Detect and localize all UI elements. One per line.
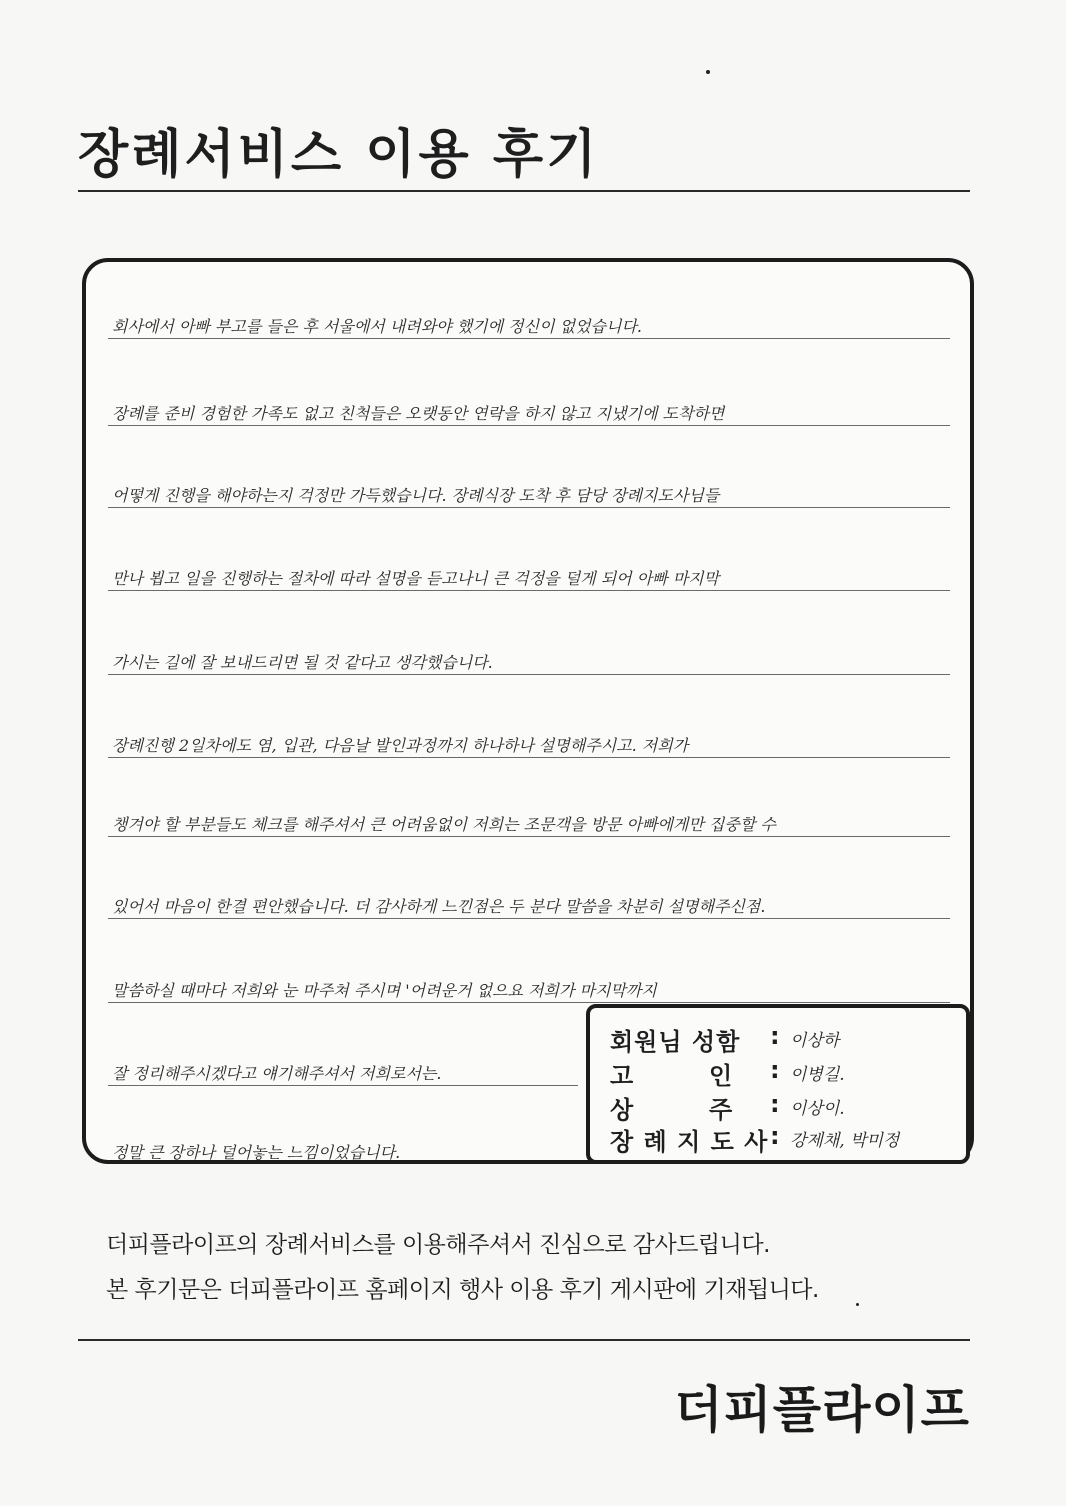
review-line-1: 회사에서 아빠 부고를 들은 후 서울에서 내려와야 했기에 정신이 없었습니다. [108, 316, 950, 339]
colon: : [770, 1122, 780, 1150]
review-line-9: 말씀하실 때마다 저희와 눈 마주쳐 주시며 '어려운거 없으요 저희가 마지막까지 [108, 980, 950, 1003]
colon: : [770, 1022, 780, 1050]
footer-divider [78, 1339, 970, 1341]
colon: : [770, 1056, 780, 1084]
info-row-director [610, 1122, 960, 1154]
director-value: 강제채, 박미정 [790, 1131, 900, 1151]
speck [706, 70, 710, 74]
title-divider [78, 190, 970, 192]
review-line-7: 챙겨야 할 부분들도 체크를 해주셔서 큰 어려움없이 저희는 조문객을 방문 아빠에게만 집중할 수 [108, 814, 950, 837]
review-line-5: 가시는 길에 잘 보내드리면 될 것 같다고 생각했습니다. [108, 652, 950, 675]
page-title: 장례서비스 이용 후기 [78, 125, 600, 185]
info-row-chief-mourner [610, 1090, 960, 1122]
review-line-3: 어떻게 진행을 해야하는지 걱정만 가득했습니다. 장례식장 도착 후 담당 장례지도사님들 [108, 485, 950, 508]
deceased-label: 고 인 [610, 1062, 734, 1090]
review-line-6: 장례진행 2일차에도 염, 입관, 다음날 발인과정까지 하나하나 설명해주시고. 저희가 [108, 735, 950, 758]
info-row-deceased [610, 1056, 960, 1088]
chief-mourner-label: 상 주 [610, 1096, 734, 1124]
member-name-label: 회원님 성함 [610, 1028, 741, 1056]
review-line-11: 정말 큰 장하나 덜어놓는 느낌이었습니다. [112, 1143, 401, 1162]
deceased-value: 이병길. [790, 1065, 845, 1085]
director-label: 장 례 지 도 사 [610, 1128, 769, 1156]
member-name-value: 이상하 [790, 1031, 840, 1051]
thanks-line-1: 더피플라이프의 장례서비스를 이용해주셔서 진심으로 감사드립니다. [106, 1232, 770, 1258]
info-box [586, 1004, 970, 1164]
review-line-4: 만나 뵙고 일을 진행하는 절차에 따라 설명을 듣고나니 큰 걱정을 덜게 되어 아빠 마지막 [108, 568, 950, 591]
colon: : [770, 1090, 780, 1118]
speck [856, 1303, 859, 1306]
info-row-member [610, 1022, 960, 1054]
review-line-10: 잘 정리해주시겠다고 얘기해주셔서 저희로서는. [108, 1063, 578, 1086]
thanks-line-2: 본 후기문은 더피플라이프 홈페이지 행사 이용 후기 게시판에 기재됩니다. [106, 1277, 819, 1303]
review-line-8: 있어서 마음이 한결 편안했습니다. 더 감사하게 느낀점은 두 분다 말씀을 차분히 설명해주신점. [108, 896, 950, 919]
brand-logo: 더피플라이프 [674, 1381, 970, 1439]
chief-mourner-value: 이상이. [790, 1099, 845, 1119]
review-line-2: 장례를 준비 경험한 가족도 없고 친척들은 오랫동안 연락을 하지 않고 지냈기에 도착하면 [108, 403, 950, 426]
